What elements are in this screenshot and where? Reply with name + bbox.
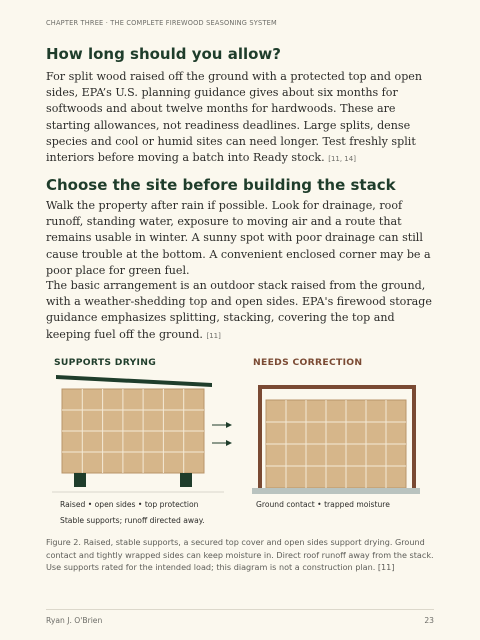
support-left	[74, 473, 86, 487]
footer-rule	[46, 609, 434, 610]
enclosure-top	[258, 385, 416, 389]
figure-label-needs-correction: NEEDS CORRECTION	[253, 357, 363, 368]
footer-page-number: 23	[424, 616, 434, 625]
bad-stack	[252, 385, 420, 494]
site-paragraph-2	[46, 278, 442, 344]
footer-author: Ryan J. O'Brien	[46, 616, 103, 625]
figure-caption	[46, 536, 438, 574]
sloped-top-cover	[56, 375, 212, 387]
airflow-arrows	[212, 422, 232, 446]
good-stack	[52, 375, 224, 492]
figure-caption-citation: [11]	[377, 562, 395, 573]
allowance-text: For split wood raised off the ground with a protected top and open sides, EPA’s U.S. planning guidance gives about six months for softwoods and about twelve months for hardwoods. These are starting allowances, not readiness deadlines. Large splits, dense species and cool or humid sites can need longer. Test freshly split interiors before moving a batch into Ready stock.	[46, 70, 423, 165]
allowance-citation: [11, 14]	[328, 155, 356, 164]
bad-stack-note: Ground contact • trapped moisture	[256, 500, 390, 509]
ground-contact-slab	[252, 488, 420, 494]
site-citation: [11]	[206, 331, 221, 340]
support-right	[180, 473, 192, 487]
section-heading-site: Choose the site before building the stack	[46, 176, 396, 194]
airflow-arrow-lower-head	[226, 440, 232, 446]
running-head: CHAPTER THREE · THE COMPLETE FIREWOOD SEASONING SYSTEM	[46, 19, 277, 27]
allowance-paragraph	[46, 69, 442, 167]
firewood-stack-diagram	[0, 370, 480, 495]
airflow-arrow-upper-head	[226, 422, 232, 428]
site-paragraph-2-text: The basic arrangement is an outdoor stack raised from the ground, with a weather-shedding top and open sides. EPA's firewood storage guidance emphasizes splitting, stacking, covering the top and keeping fuel off the ground.	[46, 279, 432, 341]
site-paragraph-1: Walk the property after rain if possible. Look for drainage, roof runoff, standing water, exposure to moving air and a route that remains usable in winter. A sunny spot with poor drainage can still cause trouble at the bottom. A convenient enclosed corner may be a poor place for green fuel.	[46, 199, 431, 277]
enclosure-right-wall	[412, 385, 416, 489]
good-stack-note-1: Raised • open sides • top protection	[60, 500, 199, 509]
figure-label-supports-drying: SUPPORTS DRYING	[54, 357, 157, 368]
section-heading-allowance: How long should you allow?	[46, 45, 281, 63]
enclosure-left-wall	[258, 385, 262, 489]
figure-caption-text: Figure 2. Raised, stable supports, a secured top cover and open sides support drying. Ground contact and tightly wrapped sides can keep moisture in. Direct roof runoff away from the stack. Use supports rated for the intended load; this diagram is not a construction plan.	[46, 537, 434, 573]
good-stack-note-2: Stable supports; runoff directed away.	[60, 516, 205, 525]
